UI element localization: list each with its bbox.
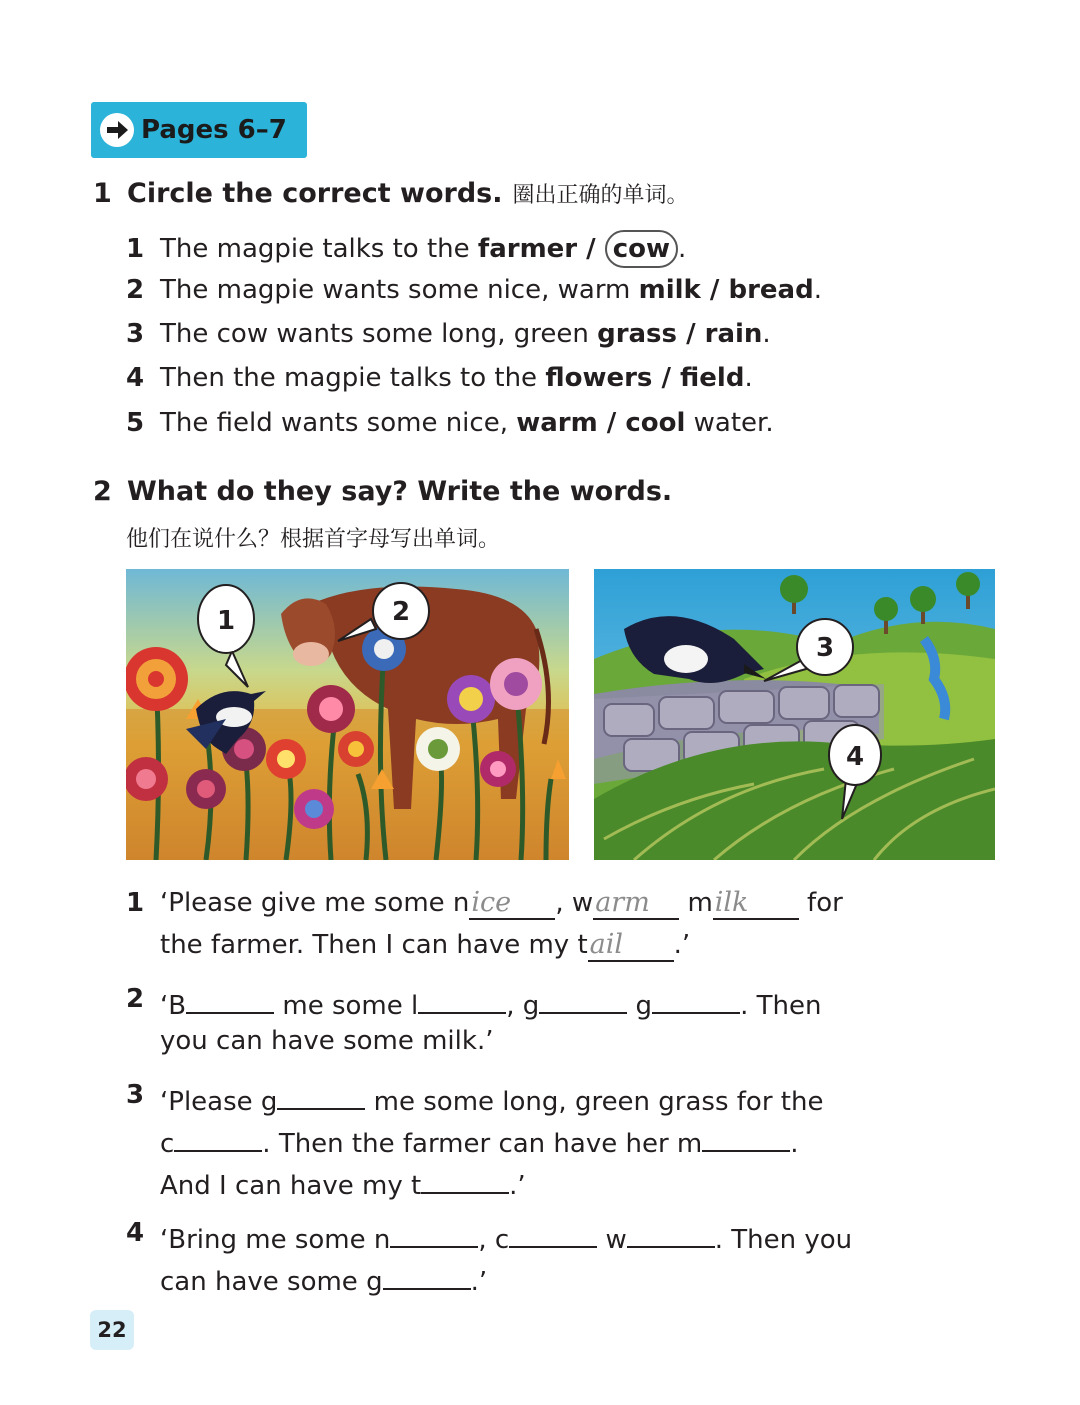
exercise1-title: 1 Circle the correct words. 圈出正确的单词。	[93, 178, 689, 209]
answer-blank[interactable]	[418, 984, 506, 1014]
illustration-cow-magpie	[126, 569, 569, 860]
exercise2-q2-line1: 2 ‘B me some l , g g . Then	[126, 984, 822, 1021]
answer-blank[interactable]: ilk	[713, 890, 799, 920]
answer-blank[interactable]	[539, 984, 627, 1014]
answer-blank[interactable]	[174, 1122, 262, 1152]
exercise2-q3-line3: And I can have my t .’	[160, 1164, 526, 1201]
answer-blank[interactable]	[277, 1080, 365, 1110]
answer-blank[interactable]	[390, 1218, 478, 1248]
exercise2-title: 2 What do they say? Write the words.	[93, 476, 673, 507]
exercise1-item: 1 The magpie talks to the farmer / cow .	[126, 230, 686, 268]
arrow-right-icon	[99, 112, 135, 148]
exercise2-q4-line1: 4 ‘Bring me some n , c w . Then you	[126, 1218, 853, 1255]
exercise2-q3-line2: c . Then the farmer can have her m .	[160, 1122, 799, 1159]
svg-text:1: 1	[216, 606, 236, 636]
pages-tab	[91, 102, 307, 158]
answer-blank[interactable]	[702, 1122, 790, 1152]
answer-blank[interactable]: ail	[588, 932, 674, 962]
exercise1-item: 4 Then the magpie talks to the flowers / field.	[126, 363, 753, 393]
answer-blank[interactable]	[627, 1218, 715, 1248]
answer-blank[interactable]	[509, 1218, 597, 1248]
illustration-magpie-wall	[594, 569, 995, 860]
pages-label: Pages 6–7	[141, 115, 287, 145]
exercise1-item: 3 The cow wants some long, green grass / rain.	[126, 319, 771, 349]
svg-text:3: 3	[815, 633, 835, 663]
answer-blank[interactable]	[421, 1164, 509, 1194]
circled-answer: cow	[605, 230, 678, 268]
exercise2-q1-line2: the farmer. Then I can have my tail .’	[160, 929, 691, 960]
answer-blank[interactable]: ice	[469, 890, 555, 920]
answer-blank[interactable]	[186, 984, 274, 1014]
exercise2-q3-line1: 3 ‘Please g me some long, green grass for the	[126, 1080, 824, 1117]
exercise1-item: 5 The field wants some nice, warm / cool water.	[126, 408, 774, 438]
page-number: 22	[90, 1310, 134, 1350]
exercise1-item: 2 The magpie wants some nice, warm milk / bread.	[126, 275, 822, 305]
exercise2-title-zh: 他们在说什么？根据首字母写出单词。	[126, 527, 501, 552]
answer-blank[interactable]: arm	[593, 890, 679, 920]
answer-blank[interactable]	[383, 1260, 471, 1290]
answer-blank[interactable]	[652, 984, 740, 1014]
svg-text:2: 2	[391, 597, 411, 627]
svg-text:4: 4	[845, 742, 865, 772]
exercise2-q2-line2: you can have some milk.’	[160, 1026, 494, 1056]
exercise2-q1-line1: 1 ‘Please give me some nice , warm milk for	[126, 887, 843, 918]
exercise2-q4-line2: can have some g .’	[160, 1260, 487, 1297]
